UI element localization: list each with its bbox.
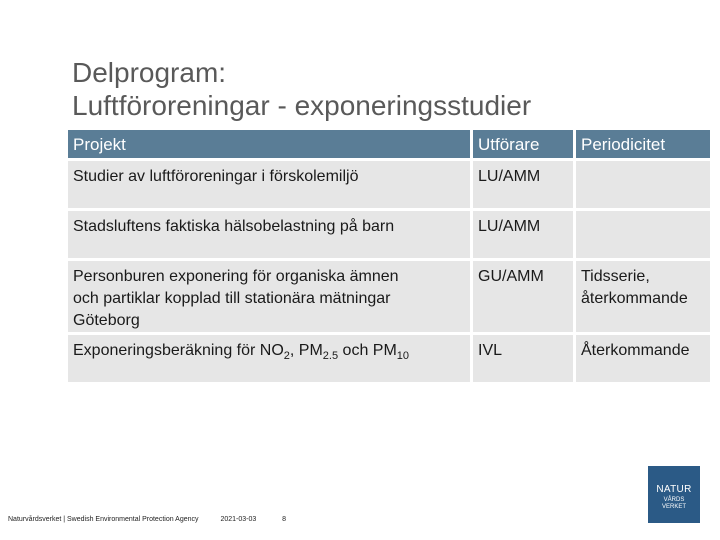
cell-periodicitet-line: återkommande	[581, 290, 688, 307]
cell-projekt-line: och partiklar kopplad till stationära mätningar	[73, 290, 391, 307]
subscript: 2	[283, 350, 290, 362]
subscript: 2.5	[322, 350, 339, 362]
cell-projekt-line: Personburen exponering för organiska ämnen	[73, 268, 399, 285]
cell-utforare: GU/AMM	[473, 261, 573, 332]
footer-page-number: 8	[282, 516, 287, 523]
cell-projekt-line: Göteborg	[73, 312, 140, 329]
cell-projekt: Studier av luftföroreningar i förskolemiljö	[68, 161, 470, 208]
cell-utforare: LU/AMM	[473, 161, 573, 208]
cell-text: Exponeringsberäkning för NO	[73, 342, 284, 359]
cell-periodicitet	[576, 261, 710, 332]
logo-line-3: VERKET	[661, 504, 686, 510]
slide-title	[72, 56, 692, 122]
logo-line-2: VÅRDS	[663, 497, 685, 503]
cell-periodicitet	[576, 161, 710, 208]
cell-periodicitet: Återkommande	[576, 335, 710, 382]
cell-utforare: LU/AMM	[473, 211, 573, 258]
table-header-row	[68, 130, 710, 158]
table-row	[68, 161, 710, 208]
slide-title-line-2: Luftföroreningar - exponeringsstudier	[72, 90, 532, 121]
footer	[8, 516, 286, 523]
footer-org: Naturvårdsverket | Swedish Environmental Protection Agency	[8, 516, 199, 523]
cell-projekt: Stadsluftens faktiska hälsobelastning på barn	[68, 211, 470, 258]
logo-line-1: NATUR	[656, 484, 692, 495]
projects-table	[65, 127, 713, 385]
cell-periodicitet-line: Tidsserie,	[581, 268, 650, 285]
header-utforare: Utförare	[473, 130, 573, 158]
cell-periodicitet	[576, 211, 710, 258]
subscript: 10	[396, 350, 410, 362]
table-row	[68, 211, 710, 258]
cell-projekt	[68, 335, 470, 382]
header-periodicitet: Periodicitet	[576, 130, 710, 158]
slide-title-line-1: Delprogram:	[72, 57, 227, 88]
cell-text: och PM	[338, 342, 397, 359]
table-row	[68, 335, 710, 382]
naturvardsverket-logo	[648, 466, 700, 523]
cell-text: , PM	[289, 342, 323, 359]
footer-date: 2021-03-03	[220, 516, 257, 523]
cell-utforare: IVL	[473, 335, 573, 382]
table-row	[68, 261, 710, 332]
cell-projekt	[68, 261, 470, 332]
header-projekt: Projekt	[68, 130, 470, 158]
